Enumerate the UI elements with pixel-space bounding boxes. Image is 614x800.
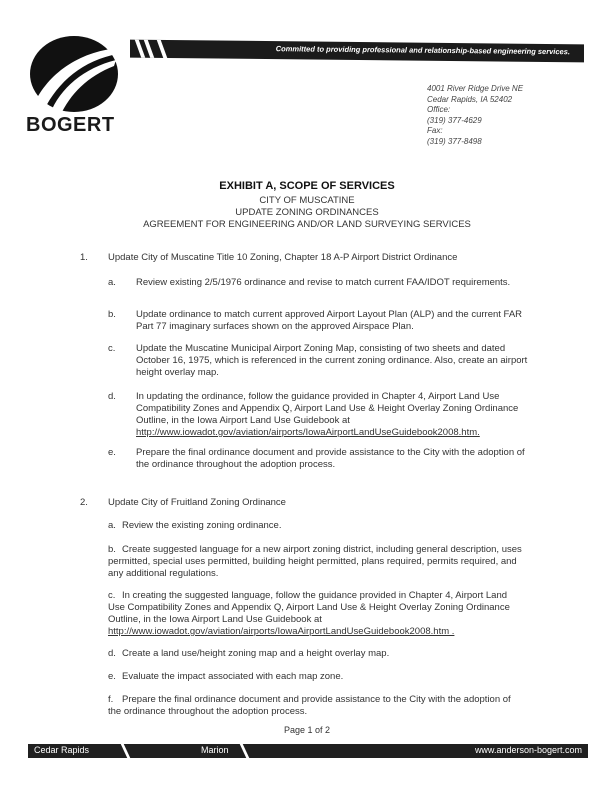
subtitle-city: CITY OF MUSCATINE: [259, 195, 355, 206]
fax-label: Fax:: [427, 126, 443, 135]
list-item: b. Update ordinance to match current approved Airport Layout Plan (ALP) and the current FAR Part 77 imaginary surfaces shown on the approved Airspace Plan.: [108, 309, 523, 332]
section-heading: Update City of Fruitland Zoning Ordinance: [108, 497, 286, 508]
footer-office-marion: Marion: [201, 745, 229, 755]
fax-number: (319) 377-8498: [427, 136, 482, 146]
list-item: c. In creating the suggested language, follow the guidance provided in Chapter 4, Airport Land Use Compatibility Zones and Appendix Q, Airport Land Use & Height Overlay Zoning Ordinance Outline, in the Iowa Airport Land Use Guidebook at http://www.iowadot.gov/aviation/airports/IowaAirportLandUseGuidebook2008.htm .: [108, 590, 510, 637]
list-item: e. Evaluate the impact associated with each map zone.: [108, 671, 344, 682]
subtitle-project: UPDATE ZONING ORDINANCES: [235, 207, 379, 218]
list-item: a. Review existing 2/5/1976 ordinance and revise to match current FAA/IDOT requirements.: [108, 277, 511, 288]
tagline-banner: [130, 40, 584, 63]
list-item: b. Create suggested language for a new airport zoning district, including general description, uses permitted, special uses permitted, building height permitted, plans required, permits required, and any additional regulations.: [108, 544, 522, 579]
footer-website[interactable]: www.anderson-bogert.com: [474, 745, 582, 755]
footer-office-cedar-rapids: Cedar Rapids: [34, 745, 90, 755]
footer-banner: [28, 744, 588, 758]
company-address: [427, 84, 523, 147]
document-title: EXHIBIT A, SCOPE OF SERVICES: [219, 180, 395, 192]
guidebook-link[interactable]: http://www.iowadot.gov/aviation/airports/IowaAirportLandUseGuidebook2008.htm .: [108, 626, 455, 637]
list-item: a. Review the existing zoning ordinance.: [108, 520, 282, 531]
address-city: Cedar Rapids, IA 52402: [427, 94, 513, 104]
brand-name: BOGERT: [26, 114, 115, 136]
section-number: 1.: [80, 252, 88, 263]
page-number: Page 1 of 2: [283, 725, 331, 735]
tagline: Committed to providing professional and relationship-based engineering services.: [275, 44, 570, 57]
list-item: d. Create a land use/height zoning map and a height overlay map.: [108, 648, 390, 659]
address-street: 4001 River Ridge Drive NE: [427, 84, 524, 93]
list-item: c. Update the Muscatine Municipal Airport Zoning Map, consisting of two sheets and dated October 16, 1975, which is referenced in the current zoning ordinance. Also, create an airport height overlay map.: [108, 343, 528, 378]
section-heading: Update City of Muscatine Title 10 Zoning, Chapter 18 A-P Airport District Ordinance: [108, 252, 458, 263]
office-label: Office:: [427, 105, 451, 114]
list-item: d. In updating the ordinance, follow the guidance provided in Chapter 4, Airport Land Use Compatibility Zones and Appendix Q, Airport Land Use & Height Overlay Zoning Ordinance Outline, in the Iowa Airport Land Use Guidebook at http://www.iowadot.gov/aviation/airports/IowaAirportLandUseGuidebook2008.htm.: [108, 391, 519, 438]
office-phone: (319) 377-4629: [427, 115, 482, 125]
list-item: f. Prepare the final ordinance document and provide assistance to the City with the adoption of the ordinance throughout the adoption process.: [108, 694, 511, 717]
list-item: e. Prepare the final ordinance document and provide assistance to the City with the adoption of the ordinance throughout the adoption process.: [108, 447, 525, 470]
subtitle-agreement: AGREEMENT FOR ENGINEERING AND/OR LAND SURVEYING SERVICES: [143, 219, 471, 230]
guidebook-link[interactable]: http://www.iowadot.gov/aviation/airports/IowaAirportLandUseGuidebook2008.htm.: [136, 427, 480, 438]
section-number: 2.: [80, 497, 88, 508]
